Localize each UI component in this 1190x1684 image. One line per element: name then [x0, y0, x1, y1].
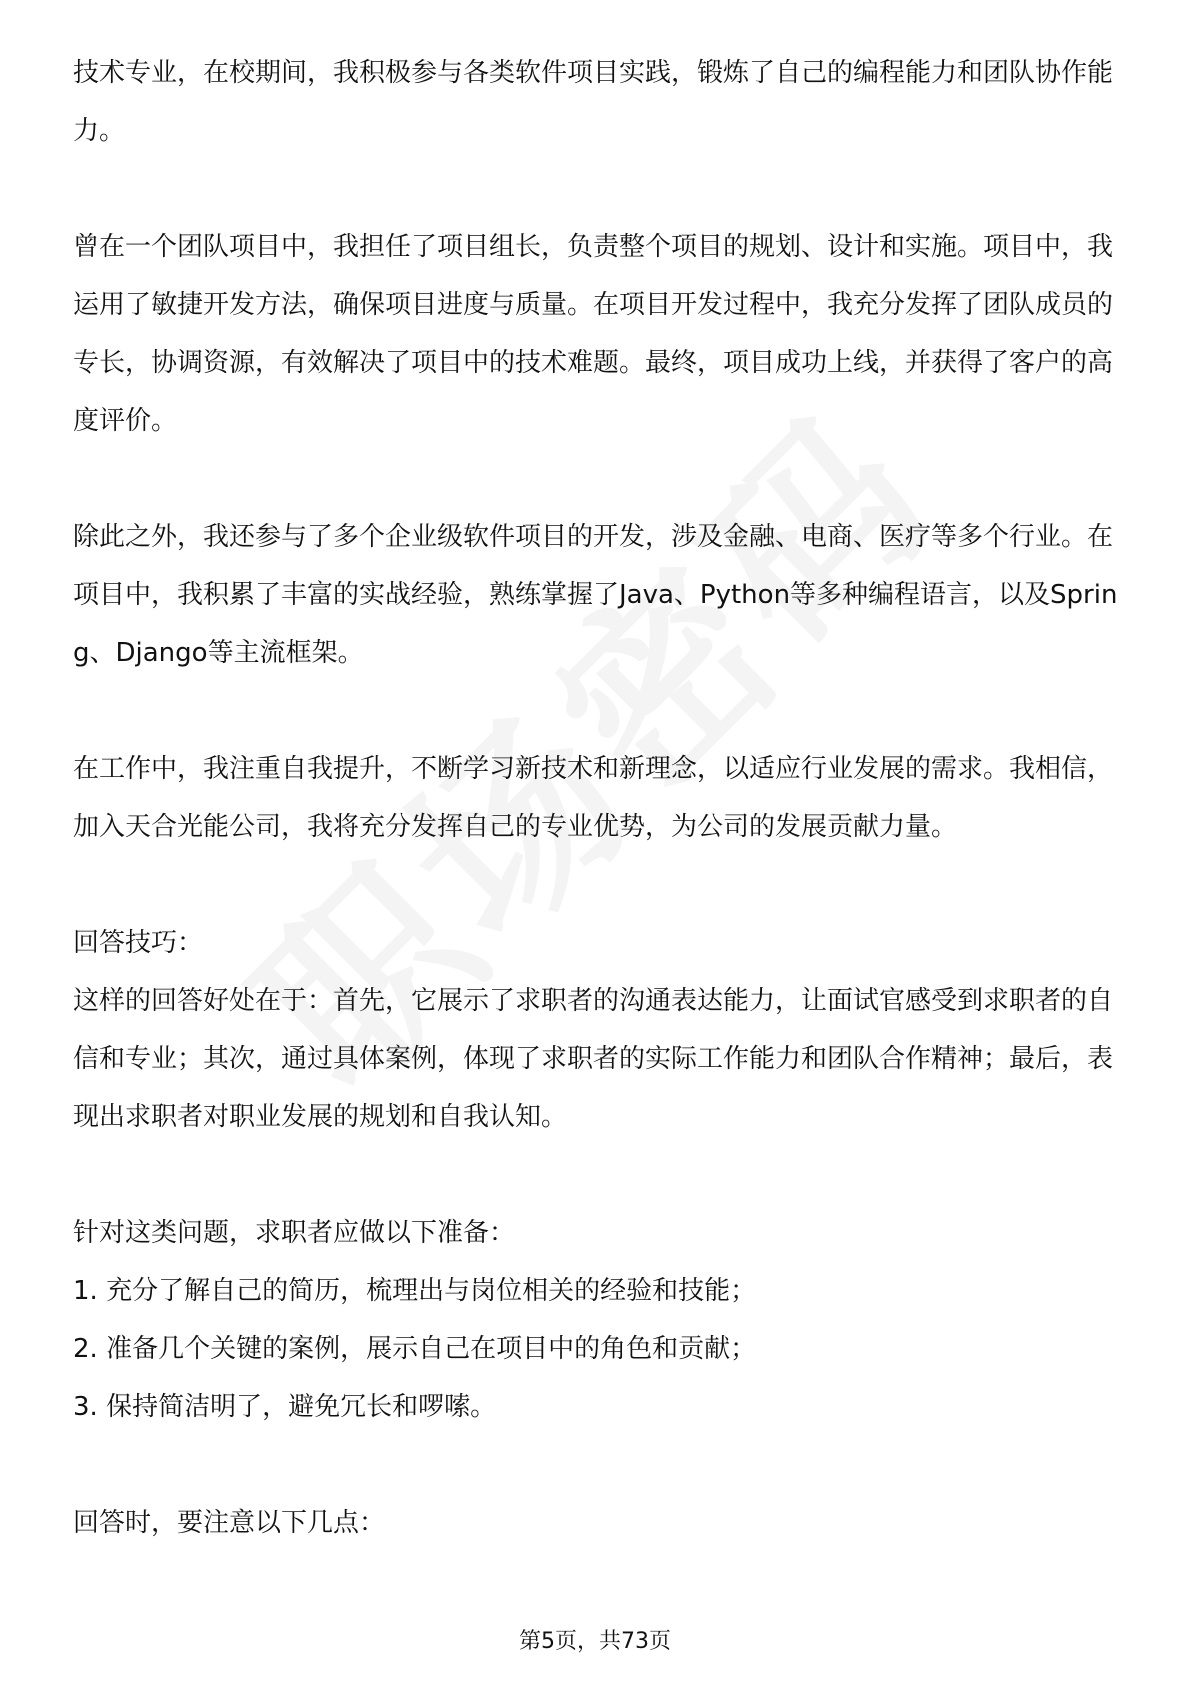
prep-heading: 针对这类问题，求职者应做以下准备：: [73, 1218, 516, 1248]
prep-item-1: 1. 充分了解自己的简历，梳理出与岗位相关的经验和技能；: [73, 1276, 757, 1306]
paragraph-1: 技术专业，在校期间，我积极参与各类软件项目实践，锻炼了自己的编程能力和团队协作能力。: [73, 58, 1114, 146]
paragraph-4: 在工作中，我注重自我提升，不断学习新技术和新理念，以适应行业发展的需求。我相信，加入天合光能公司，我将充分发挥自己的专业优势，为公司的发展贡献力量。: [73, 754, 1114, 842]
page-footer: 第5页，共73页: [519, 1629, 671, 1654]
notes-heading: 回答时，要注意以下几点：: [73, 1508, 386, 1538]
prep-item-2: 2. 准备几个关键的案例，展示自己在项目中的角色和贡献；: [73, 1334, 757, 1364]
tips-body: 这样的回答好处在于：首先，它展示了求职者的沟通表达能力，让面试官感受到求职者的自信和专业；其次，通过具体案例，体现了求职者的实际工作能力和团队合作精神；最后，表现出求职者对职业发展的规划和自我认知。: [73, 986, 1114, 1132]
paragraph-2: 曾在一个团队项目中，我担任了项目组长，负责整个项目的规划、设计和实施。项目中，我运用了敏捷开发方法，确保项目进度与质量。在项目开发过程中，我充分发挥了团队成员的专长，协调资源，有效解决了项目中的技术难题。最终，项目成功上线，并获得了客户的高度评价。: [73, 232, 1114, 436]
document-body: [73, 44, 1118, 1552]
paragraph-3: 除此之外，我还参与了多个企业级软件项目的开发，涉及金融、电商、医疗等多个行业。在项目中，我积累了丰富的实战经验，熟练掌握了Java、Python等多种编程语言，以及Spring、Django等主流框架。: [73, 522, 1118, 668]
tips-heading: 回答技巧：: [73, 928, 204, 958]
prep-item-3: 3. 保持简洁明了，避免冗长和啰嗦。: [73, 1392, 497, 1422]
